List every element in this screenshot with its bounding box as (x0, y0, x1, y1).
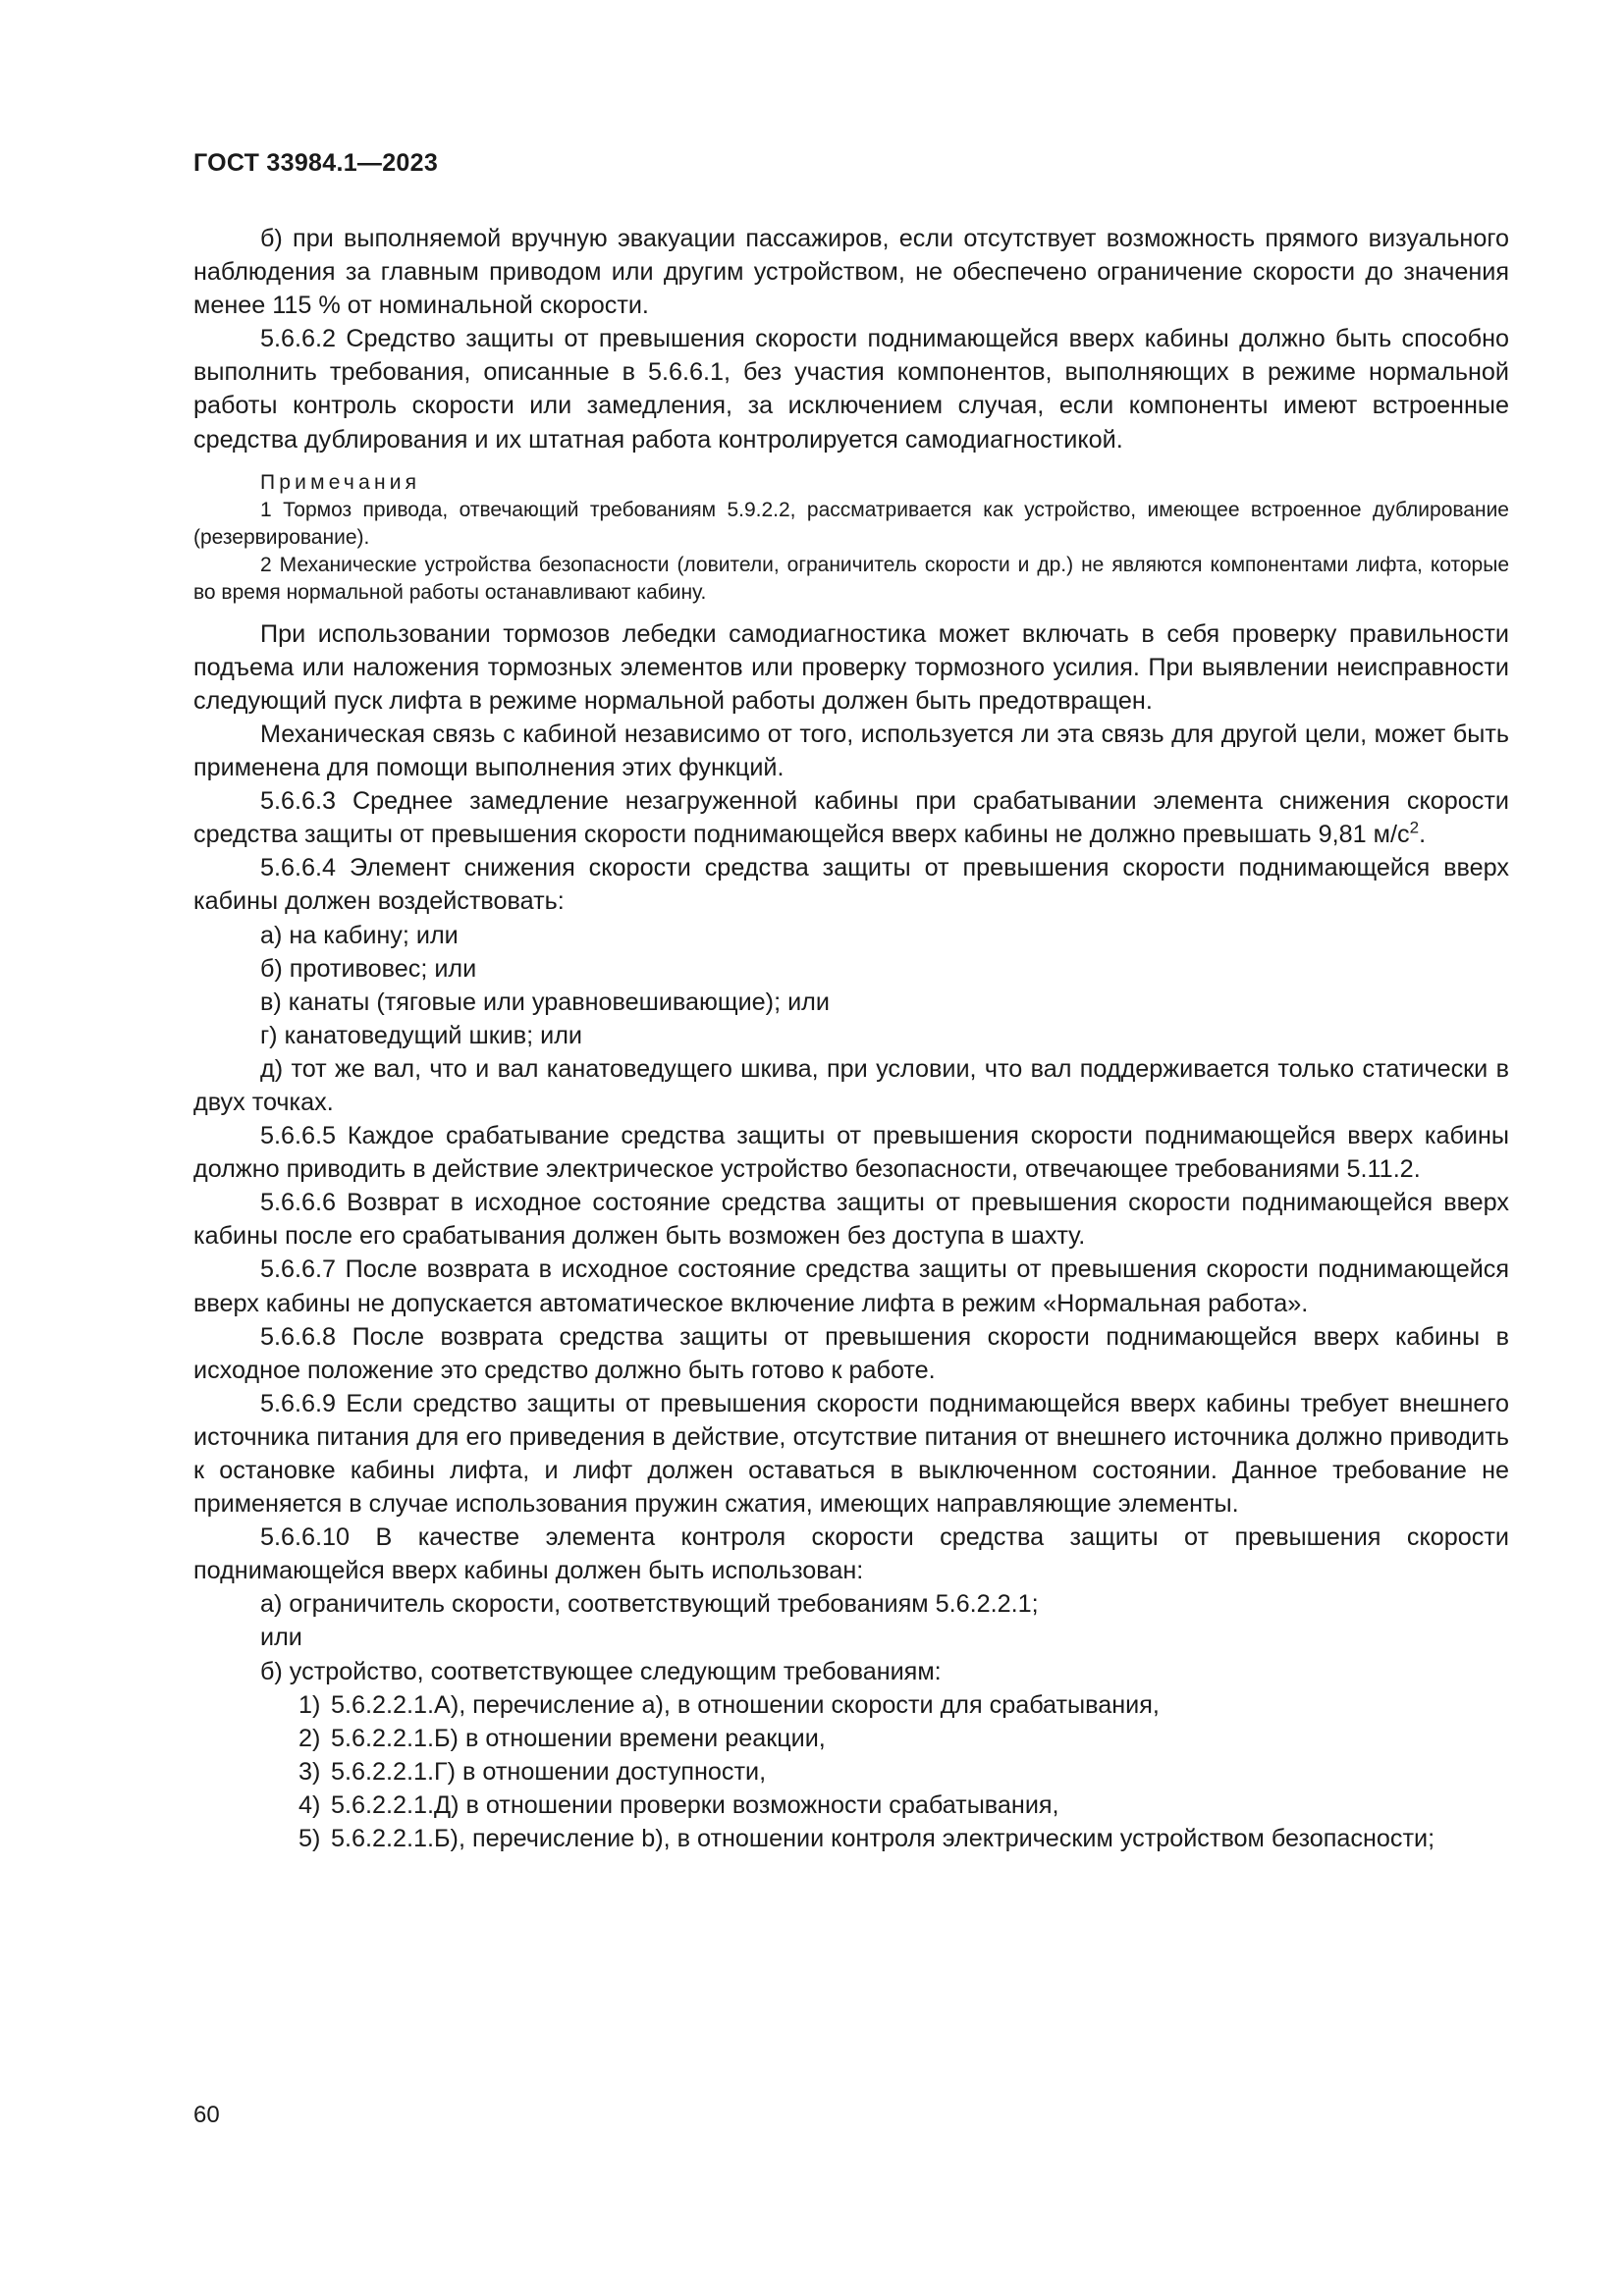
sub-list-item (193, 1722, 1509, 1755)
sub-list-text: 5.6.2.2.1.Б) в отношении времени реакции, (331, 1724, 826, 1752)
note-item: 2 Механические устройства безопасности (ловители, ограничитель скорости и др.) не являются компонентами лифта, которые во время нормальной работы останавливают кабину. (193, 553, 1509, 604)
list-item: б) устройство, соответствующее следующим требованиям: (260, 1657, 942, 1685)
sub-list-text: 5.6.2.2.1.Г) в отношении доступности, (331, 1757, 767, 1786)
sub-list-number: 3) (298, 1757, 321, 1786)
list-item: г) канатоведущий шкив; или (260, 1021, 582, 1049)
superscript: 2 (1409, 818, 1420, 837)
sub-list-text: 5.6.2.2.1.А), перечисление а), в отношении скорости для срабатывания, (331, 1690, 1160, 1719)
document-header: ГОСТ 33984.1—2023 (193, 149, 439, 177)
sub-list-number: 2) (298, 1724, 321, 1752)
sub-list-text: 5.6.2.2.1.Б), перечисление b), в отношении контроля электрическим устройством безопасности; (331, 1825, 1435, 1853)
paragraph: 5.6.6.2 Средство защиты от превышения скорости поднимающейся вверх кабины должно быть способно выполнить требования, описанные в 5.6.6.1, без участия компонентов, выполняющих в режиме нормальной работы контроль скорости или замедления, за исключением случая, если компоненты имеют встроенные средства дублирования и их штатная работа контролируется самодиагностикой. (193, 325, 1509, 454)
sub-list-item (193, 1822, 1509, 1855)
paragraph: 5.6.6.4 Элемент снижения скорости средства защиты от превышения скорости поднимающейся вверх кабины должен воздействовать: (193, 854, 1509, 916)
paragraph: При использовании тормозов лебедки самодиагностика может включать в себя проверку правильности подъема или наложения тормозных элементов или проверку тормозного усилия. При выявлении неисправности следующий пуск лифта в режиме нормальной работы должен быть предотвращен. (193, 619, 1509, 715)
paragraph (193, 784, 1509, 851)
list-item: или (260, 1624, 302, 1652)
paragraph: б) при выполняемой вручную эвакуации пассажиров, если отсутствует возможность прямого визуального наблюдения за главным приводом или другим устройством, не обеспечено ограничение скорости до значения менее 115 % от номинальной скорости. (193, 225, 1509, 320)
document-body (193, 222, 1509, 1855)
paragraph: Механическая связь с кабиной независимо от того, используется ли эта связь для другой цели, может быть применена для помощи выполнения этих функций. (193, 720, 1509, 782)
note-item: 1 Тормоз привода, отвечающий требованиям 5.9.2.2, рассматривается как устройство, имеющее встроенное дублирование (резервирование). (193, 498, 1509, 549)
sub-list-text: 5.6.2.2.1.Д) в отношении проверки возможности срабатывания, (331, 1790, 1059, 1819)
paragraph: 5.6.6.8 После возврата средства защиты от превышения скорости поднимающейся вверх кабины в исходное положение это средство должно быть готово к работе. (193, 1322, 1509, 1384)
list-item: а) ограничитель скорости, соответствующий требованиям 5.6.2.2.1; (260, 1590, 1039, 1619)
sub-list-number: 5) (298, 1825, 321, 1853)
list-item: в) канаты (тяговые или уравновешивающие); или (260, 988, 830, 1016)
sub-list-number: 1) (298, 1690, 321, 1719)
notes-block (193, 469, 1509, 607)
sub-list-item (193, 1688, 1509, 1722)
list-item: д) тот же вал, что и вал канатоведущего шкива, при условии, что вал поддерживается только статически в двух точках. (193, 1054, 1509, 1116)
list-item: б) противовес; или (260, 954, 477, 983)
sub-list-item (193, 1755, 1509, 1789)
paragraph: 5.6.6.10 В качестве элемента контроля скорости средства защиты от превышения скорости поднимающейся вверх кабины должен быть использован: (193, 1523, 1509, 1585)
paragraph: 5.6.6.5 Каждое срабатывание средства защиты от превышения скорости поднимающейся вверх кабины должно приводить в действие электрическое устройство безопасности, отвечающее требованиями 5.11.2. (193, 1122, 1509, 1184)
paragraph: 5.6.6.7 После возврата в исходное состояние средства защиты от превышения скорости поднимающейся вверх кабины не допускается автоматическое включение лифта в режим «Нормальная работа». (193, 1255, 1509, 1317)
paragraph-end: . (1419, 821, 1427, 849)
paragraph: 5.6.6.9 Если средство защиты от превышения скорости поднимающейся вверх кабины требует внешнего источника питания для его приведения в действие, отсутствие питания от внешнего источника должно приводить к остановке кабины лифта, и лифт должен оставаться в выключенном состоянии. Данное требование не применяется в случае использования пружин сжатия, имеющих направляющие элементы. (193, 1389, 1509, 1519)
notes-title: Примечания (260, 470, 421, 494)
page-number: 60 (193, 2102, 220, 2128)
paragraph-text: 5.6.6.3 Среднее замедление незагруженной кабины при срабатывании элемента снижения скорости средства защиты от превышения скорости поднимающейся вверх кабины не должно превышать 9,81 м/с (193, 787, 1509, 849)
sub-list-number: 4) (298, 1790, 321, 1819)
list-item: а) на кабину; или (260, 921, 459, 949)
sub-list-item (193, 1789, 1509, 1822)
paragraph: 5.6.6.6 Возврат в исходное состояние средства защиты от превышения скорости поднимающейся вверх кабины после его срабатывания должен быть возможен без доступа в шахту. (193, 1189, 1509, 1251)
